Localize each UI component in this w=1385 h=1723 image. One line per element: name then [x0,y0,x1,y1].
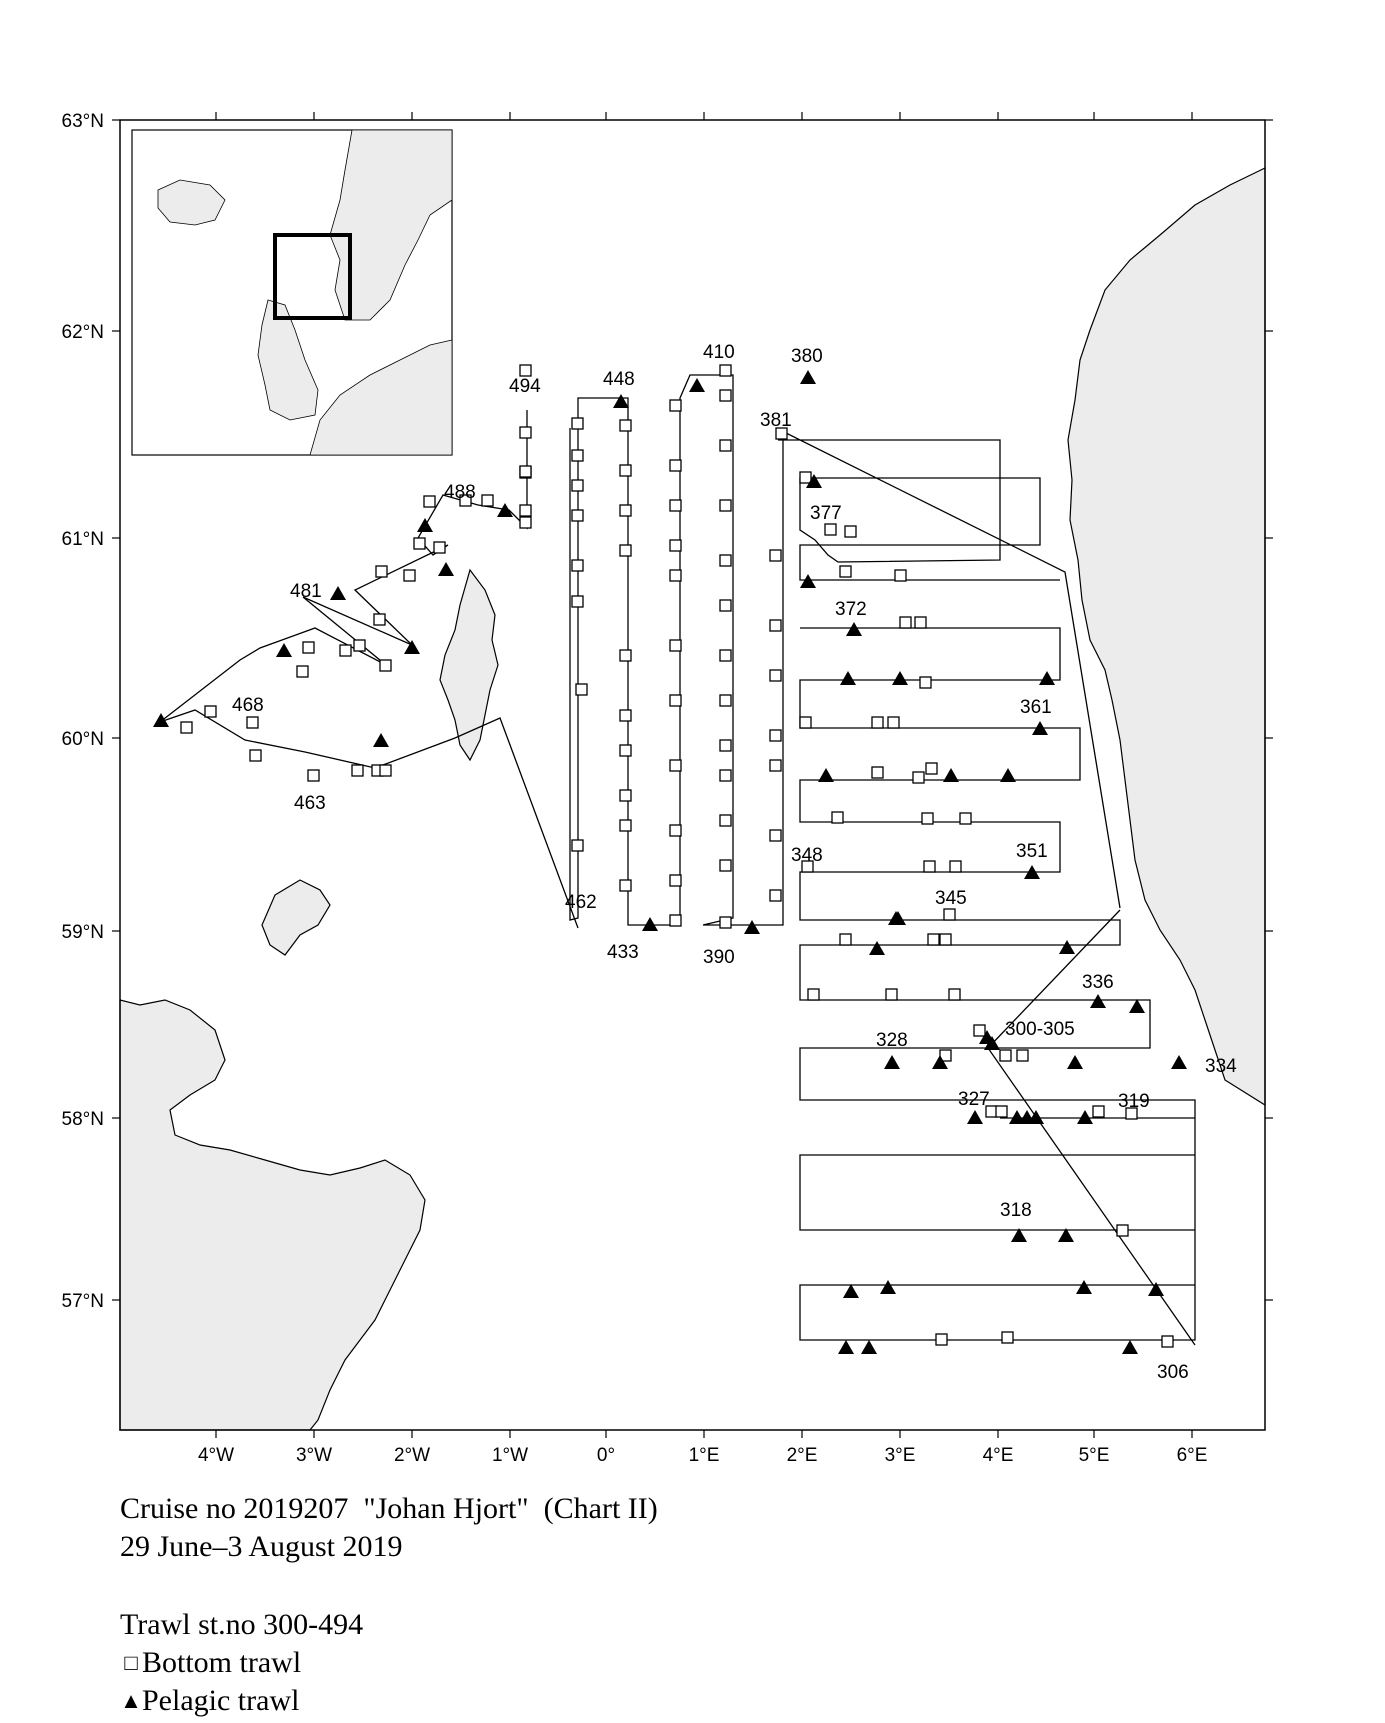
bottom-trawl-marker [872,717,883,728]
bottom-trawl-marker [936,1334,947,1345]
station-label: 306 [1157,1362,1189,1383]
pelagic-trawl-marker [1122,1340,1138,1354]
bottom-trawl-marker [926,763,937,774]
bottom-trawl-marker [720,390,731,401]
bottom-trawl-marker [620,710,631,721]
station-label: 361 [1020,697,1052,718]
pelagic-trawl-marker [861,1340,877,1354]
pelagic-trawl-marker [838,1340,854,1354]
bottom-trawl-marker [895,570,906,581]
lon-label: 4°W [197,1445,235,1466]
pelagic-trawl-marker [1171,1055,1187,1069]
lon-label: 4°E [982,1445,1014,1466]
lat-label: 58°N [61,1109,104,1130]
bottom-trawl-marker [800,472,811,483]
bottom-trawl-marker [825,524,836,535]
bottom-trawl-marker [720,740,731,751]
pelagic-trawl-marker [1067,1055,1083,1069]
bottom-trawl-marker [520,365,531,376]
pelagic-trawl-marker [1090,994,1106,1008]
pelagic-trawl-marker [892,671,908,685]
bottom-trawl-marker [920,677,931,688]
bottom-trawl-marker [424,496,435,507]
bottom-trawl-marker [1017,1050,1028,1061]
station-label: 410 [703,342,735,363]
bottom-trawl-marker [670,825,681,836]
lon-label: 6°E [1176,1445,1208,1466]
bottom-trawl-marker [576,684,587,695]
station-label: 348 [791,845,823,866]
bottom-trawl-marker [308,770,319,781]
lon-label: 2°W [393,1445,431,1466]
bottom-trawl-marker [1000,1050,1011,1061]
bottom-trawl-marker [205,706,216,717]
pelagic-trawl-marker [613,394,629,408]
bottom-trawl-marker [380,660,391,671]
lat-label: 62°N [61,322,104,343]
lon-label: 3°E [884,1445,916,1466]
bottom-trawl-marker [720,860,731,871]
bottom-trawl-marker [620,650,631,661]
square-icon: □ [124,1650,138,1675]
pelagic-trawl-marker [846,622,862,636]
bottom-trawl-marker [872,767,883,778]
station-label: 327 [958,1089,990,1110]
bottom-trawl-marker [720,650,731,661]
pelagic-trawl-marker [880,1280,896,1294]
station-label: 336 [1082,972,1114,993]
bottom-trawl-marker [949,989,960,1000]
bottom-trawl-marker [247,717,258,728]
bottom-trawl-marker [374,614,385,625]
inset-map [132,130,452,455]
station-label: 372 [835,599,867,620]
legend-title: Trawl st.no 300-494 [120,1608,364,1641]
bottom-trawl-marker [670,640,681,651]
pelagic-trawl-marker [943,768,959,782]
bottom-trawl-marker [720,365,731,376]
station-label: 377 [810,503,842,524]
bottom-trawl-marker [670,500,681,511]
bottom-trawl-marker [404,570,415,581]
bottom-trawl-marker [620,505,631,516]
bottom-trawl-marker [1002,1332,1013,1343]
bottom-trawl-marker [888,717,899,728]
bottom-trawl-marker [770,730,781,741]
orkney-islands [262,880,330,955]
pelagic-trawl-marker [373,733,389,747]
pelagic-trawl-marker [438,562,454,576]
bottom-trawl-marker [670,540,681,551]
bottom-trawl-marker [720,555,731,566]
bottom-trawl-marker [845,526,856,537]
bottom-trawl-marker [800,717,811,728]
bottom-trawl-marker [886,989,897,1000]
station-label: 318 [1000,1200,1032,1221]
pelagic-trawl-marker [1000,768,1016,782]
bottom-trawl-marker [434,542,445,553]
station-label: 494 [509,376,541,397]
bottom-trawl-marker [670,760,681,771]
bottom-trawl-marker [354,640,365,651]
bottom-trawl-marker [670,875,681,886]
pelagic-trawl-marker [843,1284,859,1298]
bottom-trawl-marker [770,830,781,841]
pelagic-trawl-marker [840,671,856,685]
lon-label: 2°E [786,1445,818,1466]
norway-coast [1068,168,1265,1105]
station-label: 351 [1016,841,1048,862]
lon-label: 5°E [1078,1445,1110,1466]
station-label: 433 [607,942,639,963]
bottom-trawl-marker [352,765,363,776]
lon-label: 1°W [491,1445,529,1466]
bottom-trawl-marker [808,989,819,1000]
bottom-trawl-marker [303,642,314,653]
pelagic-trawl-marker [800,574,816,588]
bottom-trawl-marker [944,909,955,920]
triangle-icon: ▲ [120,1688,142,1713]
pelagic-trawl-marker [818,768,834,782]
station-label: 390 [703,947,735,968]
bottom-trawl-marker [720,440,731,451]
bottom-trawl-marker [572,596,583,607]
pelagic-trawl-marker [1148,1282,1164,1296]
bottom-trawl-marker [770,670,781,681]
lon-label: 3°W [295,1445,333,1466]
bottom-trawl-marker [974,1025,985,1036]
bottom-trawl-marker [960,813,971,824]
bottom-trawl-marker [181,722,192,733]
station-label: 345 [935,888,967,909]
scotland-coast [120,1000,425,1430]
pelagic-trawl-marker [330,586,346,600]
bottom-trawl-marker [670,400,681,411]
bottom-trawl-marker [520,427,531,438]
bottom-trawl-marker [928,934,939,945]
bottom-trawl-marker [620,745,631,756]
bottom-trawl-marker [720,500,731,511]
legend-pelagic-trawl [120,1682,299,1720]
bottom-trawl-marker [620,820,631,831]
bottom-trawl-marker [620,880,631,891]
pelagic-trawl-marker [967,1110,983,1124]
pelagic-trawl-marker [884,1055,900,1069]
caption-date: 29 June–3 August 2019 [120,1530,403,1563]
pelagic-trawl-marker [1077,1110,1093,1124]
bottom-trawl-marker [720,815,731,826]
bottom-trawl-marker [520,466,531,477]
bottom-trawl-marker [572,510,583,521]
pelagic-trawl-marker [869,941,885,955]
bottom-trawl-marker [900,617,911,628]
lon-label: 0° [596,1445,616,1466]
bottom-trawl-marker [770,760,781,771]
bottom-trawl-marker [340,645,351,656]
bottom-trawl-marker [572,560,583,571]
legend-bottom-trawl [120,1644,301,1682]
lon-label: 1°E [688,1445,720,1466]
legend-pelagic-trawl-label: Pelagic trawl [142,1684,300,1717]
station-label: 334 [1205,1056,1237,1077]
bottom-trawl-marker [482,495,493,506]
bottom-trawl-marker [620,545,631,556]
pelagic-trawl-marker [497,503,513,517]
bottom-trawl-marker [572,450,583,461]
bottom-trawl-marker [414,538,425,549]
bottom-trawl-marker [940,934,951,945]
bottom-trawl-marker [376,566,387,577]
station-label: 448 [603,369,635,390]
bottom-trawl-marker [297,666,308,677]
legend-bottom-trawl-label: Bottom trawl [142,1646,302,1679]
pelagic-trawl-marker [744,920,760,934]
bottom-trawl-marker [840,934,851,945]
bottom-trawl-marker [572,418,583,429]
bottom-trawl-marker [620,465,631,476]
bottom-trawl-marker [520,517,531,528]
bottom-trawl-marker [922,813,933,824]
caption-title: Cruise no 2019207 "Johan Hjort" (Chart II) [120,1492,658,1525]
pelagic-trawl-marker [1059,940,1075,954]
bottom-trawl-marker [770,890,781,901]
longitude-labels [198,1445,1207,1466]
latitude-labels [62,111,104,1312]
bottom-trawl-marker [915,617,926,628]
bottom-trawl-marker [924,861,935,872]
bottom-trawl-marker [670,695,681,706]
bottom-trawl-marker [770,620,781,631]
pelagic-trawl-marker [800,370,816,384]
lat-label: 63°N [61,111,104,132]
bottom-trawl-marker [720,917,731,928]
station-label: 468 [232,695,264,716]
bottom-trawl-marker [832,812,843,823]
station-label: 319 [1118,1091,1150,1112]
bottom-trawl-marker [996,1106,1007,1117]
station-label: 381 [760,410,792,431]
lat-label: 61°N [61,529,104,550]
bottom-trawl-marker [840,566,851,577]
bottom-trawl-marker [670,915,681,926]
bottom-trawl-marker [620,420,631,431]
bottom-trawl-marker [720,770,731,781]
bottom-trawl-marker [380,765,391,776]
bottom-trawl-marker [720,600,731,611]
pelagic-trawl-marker [1039,671,1055,685]
bottom-trawl-marker [572,480,583,491]
bottom-trawl-marker [1162,1336,1173,1347]
bottom-trawl-marker [1117,1225,1128,1236]
pelagic-trawl-marker [689,378,705,392]
station-label: 328 [876,1030,908,1051]
station-label: 462 [565,892,597,913]
pelagic-trawl-marker [642,917,658,931]
bottom-trawl-marker [913,772,924,783]
bottom-trawl-marker [250,750,261,761]
station-label: 463 [294,793,326,814]
pelagic-trawl-marker [417,518,433,532]
bottom-trawl-marker [950,861,961,872]
station-label: 488 [444,482,476,503]
bottom-trawl-marker [720,695,731,706]
station-label: 481 [290,581,322,602]
pelagic-trawl-marker [1129,999,1145,1013]
bottom-trawl-marker [620,790,631,801]
lat-label: 57°N [61,1291,104,1312]
bottom-trawl-marker [670,570,681,581]
bottom-trawl-marker [572,840,583,851]
station-label: 300-305 [1005,1019,1075,1040]
bottom-trawl-marker [770,550,781,561]
bottom-trawl-marker [1093,1106,1104,1117]
pelagic-trawl-marker [1076,1280,1092,1294]
bottom-trawl-marker [670,460,681,471]
lat-label: 60°N [61,729,104,750]
bottom-trawl-marker [520,505,531,516]
lat-label: 59°N [61,922,104,943]
pelagic-trawl-marker [276,643,292,657]
station-label: 380 [791,346,823,367]
